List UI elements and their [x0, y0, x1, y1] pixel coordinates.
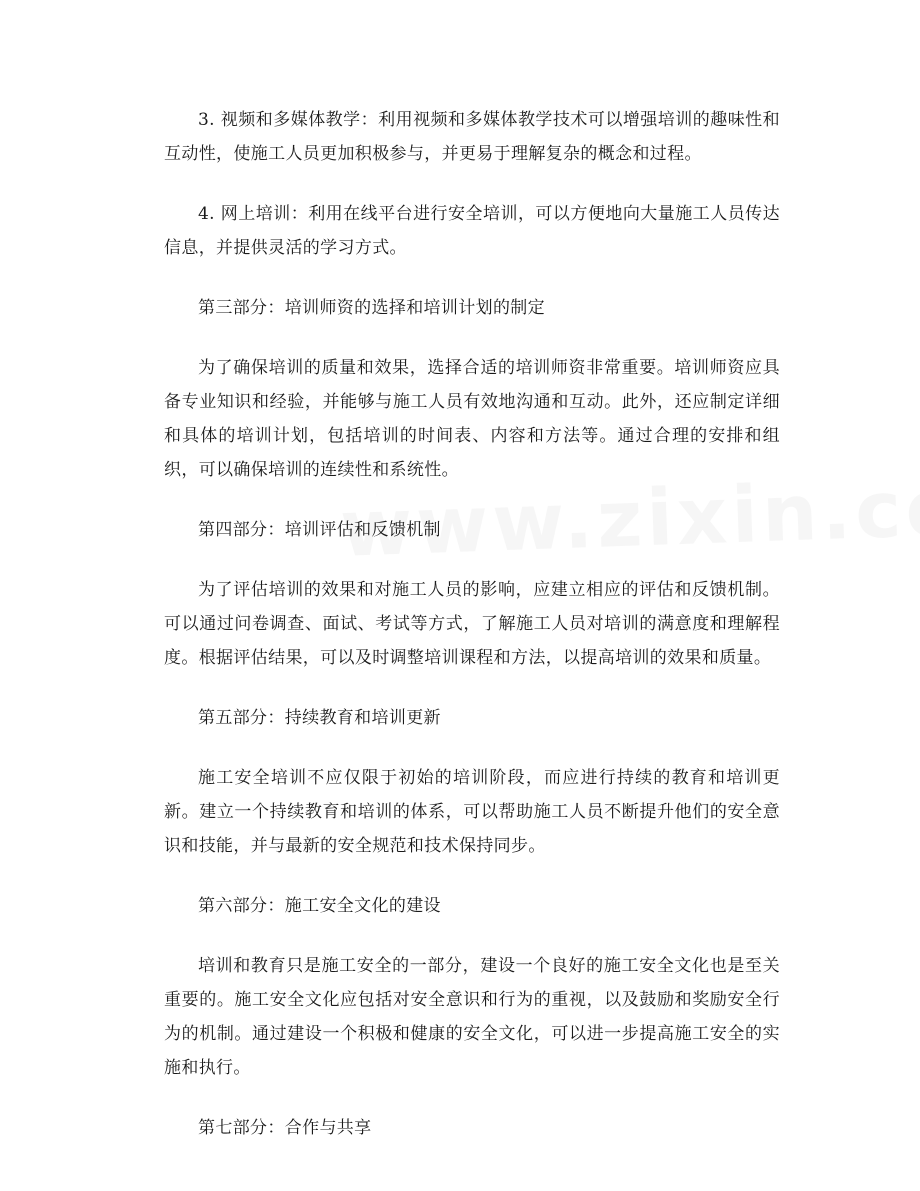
list-item-online-training: 4. 网上培训：利用在线平台进行安全培训，可以方便地向大量施工人员传达信息，并提供灵活的学习方式。	[164, 204, 780, 258]
section-heading-part-five: 第五部分：持续教育和培训更新	[198, 708, 441, 728]
section-heading-part-three: 第三部分：培训师资的选择和培训计划的制定	[198, 298, 545, 318]
section-body-part-three: 为了确保培训的质量和效果，选择合适的培训师资非常重要。培训师资应具备专业知识和经验，并能够与施工人员有效地沟通和互动。此外，还应制定详细和具体的培训计划，包括培训的时间表、内容和方法等。通过合理的安排和组织，可以确保培训的连续性和系统性。	[164, 358, 780, 480]
list-item-video-multimedia: 3. 视频和多媒体教学：利用视频和多媒体教学技术可以增强培训的趣味性和互动性，使施工人员更加积极参与，并更易于理解复杂的概念和过程。	[164, 110, 780, 164]
section-body-part-five: 施工安全培训不应仅限于初始的培训阶段，而应进行持续的教育和培训更新。建立一个持续教育和培训的体系，可以帮助施工人员不断提升他们的安全意识和技能，并与最新的安全规范和技术保持同步。	[164, 768, 780, 856]
document-body	[164, 103, 780, 1171]
section-heading-part-seven: 第七部分：合作与共享	[198, 1118, 372, 1138]
section-body-part-six: 培训和教育只是施工安全的一部分，建设一个良好的施工安全文化也是至关重要的。施工安全文化应包括对安全意识和行为的重视，以及鼓励和奖励安全行为的机制。通过建设一个积极和健康的安全文化，可以进一步提高施工安全的实施和执行。	[164, 956, 780, 1078]
section-heading-part-six: 第六部分：施工安全文化的建设	[198, 896, 441, 916]
section-body-part-four: 为了评估培训的效果和对施工人员的影响，应建立相应的评估和反馈机制。可以通过问卷调查、面试、考试等方式，了解施工人员对培训的满意度和理解程度。根据评估结果，可以及时调整培训课程和方法，以提高培训的效果和质量。	[164, 580, 780, 668]
section-heading-part-four: 第四部分：培训评估和反馈机制	[198, 520, 441, 540]
